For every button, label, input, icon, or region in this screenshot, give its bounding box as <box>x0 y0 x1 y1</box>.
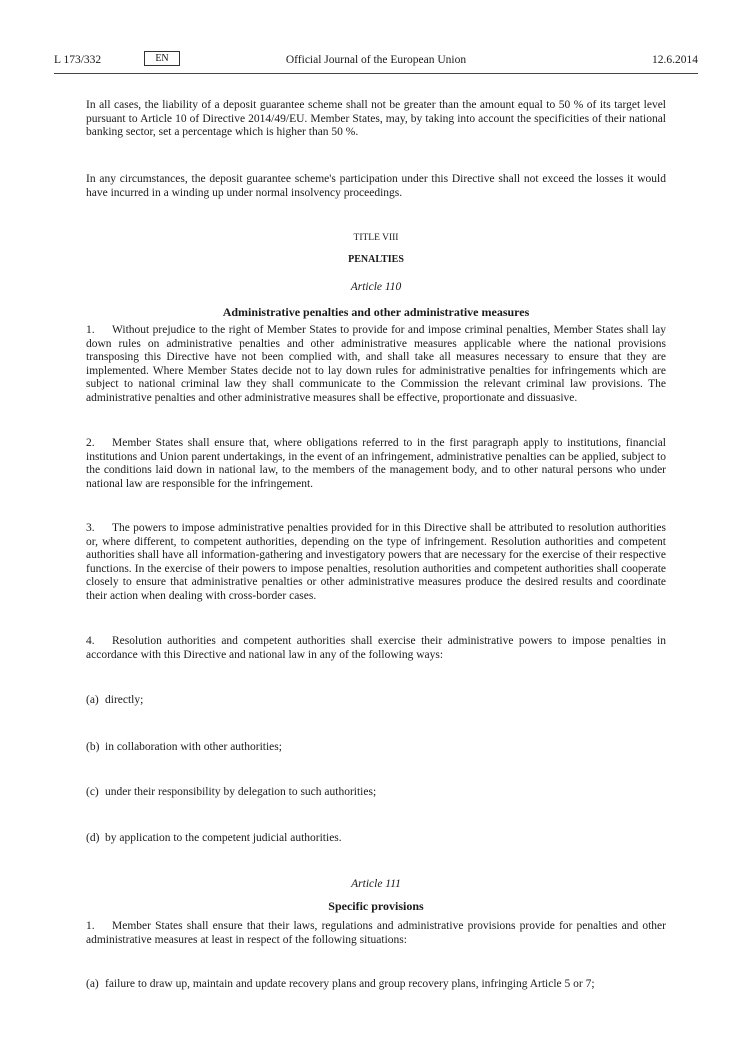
article-111-point-a <box>86 978 595 990</box>
article-110-paragraph-2 <box>86 437 666 491</box>
point-c <box>86 786 376 798</box>
article-111-heading: Specific provisions <box>328 899 424 913</box>
intro-paragraph-2: In any circumstances, the deposit guarantee scheme's participation under this Directive shall not exceed the losses it would have incurred in a winding up under normal insolvency proceedings. <box>86 173 666 199</box>
paragraph-number: 1. <box>86 920 95 932</box>
paragraph-text: Resolution authorities and competent authorities shall exercise their administrative powers to impose penalties in accordance with this Directive and national law in any of the following ways: <box>86 635 666 661</box>
article-110-heading: Administrative penalties and other administrative measures <box>222 305 530 319</box>
point-text: in collaboration with other authorities; <box>105 741 282 753</box>
intro-paragraph-1: In all cases, the liability of a deposit guarantee scheme shall not be greater than the amount equal to 50 % of its target level pursuant to Article 10 of Directive 2014/49/EU. Member States, may, by taking into account the specificities of their national banking sector, set a percentage which is higher than 50 %. <box>86 99 666 139</box>
header-rule <box>54 73 698 74</box>
paragraph-text: Member States shall ensure that, where obligations referred to in the first paragraph apply to institutions, financial institutions and Union parent undertakings, in the event of an infringement, administrative penalties can be applied, subject to the conditions laid down in national law, to the members of the management body, and to other natural persons who under national law are responsible for the infringement. <box>86 437 666 490</box>
point-b <box>86 741 282 753</box>
publication-date: 12.6.2014 <box>652 54 698 66</box>
page-header <box>54 54 698 68</box>
point-a <box>86 694 143 706</box>
paragraph-number: 2. <box>86 437 95 449</box>
journal-title: Official Journal of the European Union <box>285 54 467 66</box>
point-label: (d) <box>86 832 100 844</box>
point-label: (b) <box>86 741 100 753</box>
point-label: (a) <box>86 694 99 706</box>
article-110-paragraph-3 <box>86 522 666 604</box>
article-110-number: Article 110 <box>350 281 402 293</box>
paragraph-text: Without prejudice to the right of Member States to provide for and impose criminal penalties, Member States shall lay down rules on administrative penalties and other administrative measures applicable where the national provisions transposing this Directive have not been complied with, and shall take all measures necessary to ensure that they are implemented. Where Member States decide not to lay down rules for administrative penalties for infringements which are subject to national criminal law they shall communicate to the Commission the relevant criminal law provisions. The administrative penalties and other administrative measures shall be effective, proportionate and dissuasive. <box>86 324 666 404</box>
article-110-paragraph-1 <box>86 324 666 406</box>
article-111-paragraph-1 <box>86 920 666 947</box>
article-111-number: Article 111 <box>351 878 401 890</box>
point-text: directly; <box>105 694 144 706</box>
point-text: by application to the competent judicial authorities. <box>105 832 342 844</box>
title-label: TITLE VIII <box>353 233 399 243</box>
paragraph-number: 1. <box>86 324 95 336</box>
paragraph-text: The powers to impose administrative penalties provided for in this Directive shall be attributed to resolution authorities or, where different, to competent authorities, depending on the type of infringement. Resolution authorities and competent authorities shall have all information-gathering and investigatory powers that are necessary for the exercise of their respective functions. In the exercise of their powers to impose penalties, resolution authorities and competent authorities shall cooperate closely to ensure that administrative penalties or other administrative measures produce the desired results and coordinate their action when dealing with cross-border cases. <box>86 522 666 602</box>
page-reference: L 173/332 <box>54 54 102 66</box>
paragraph-text: Member States shall ensure that their laws, regulations and administrative provisions provide for penalties and other administrative measures at least in respect of the following situations: <box>86 920 666 946</box>
paragraph-number: 3. <box>86 522 95 534</box>
point-text: failure to draw up, maintain and update recovery plans and group recovery plans, infringing Article 5 or 7; <box>105 978 595 990</box>
paragraph-number: 4. <box>86 635 95 647</box>
point-d <box>86 832 342 844</box>
point-text: under their responsibility by delegation to such authorities; <box>105 786 377 798</box>
article-110-paragraph-4 <box>86 635 666 662</box>
point-label: (a) <box>86 978 99 990</box>
title-heading: PENALTIES <box>348 254 404 265</box>
language-badge: EN <box>144 51 180 66</box>
point-label: (c) <box>86 786 99 798</box>
